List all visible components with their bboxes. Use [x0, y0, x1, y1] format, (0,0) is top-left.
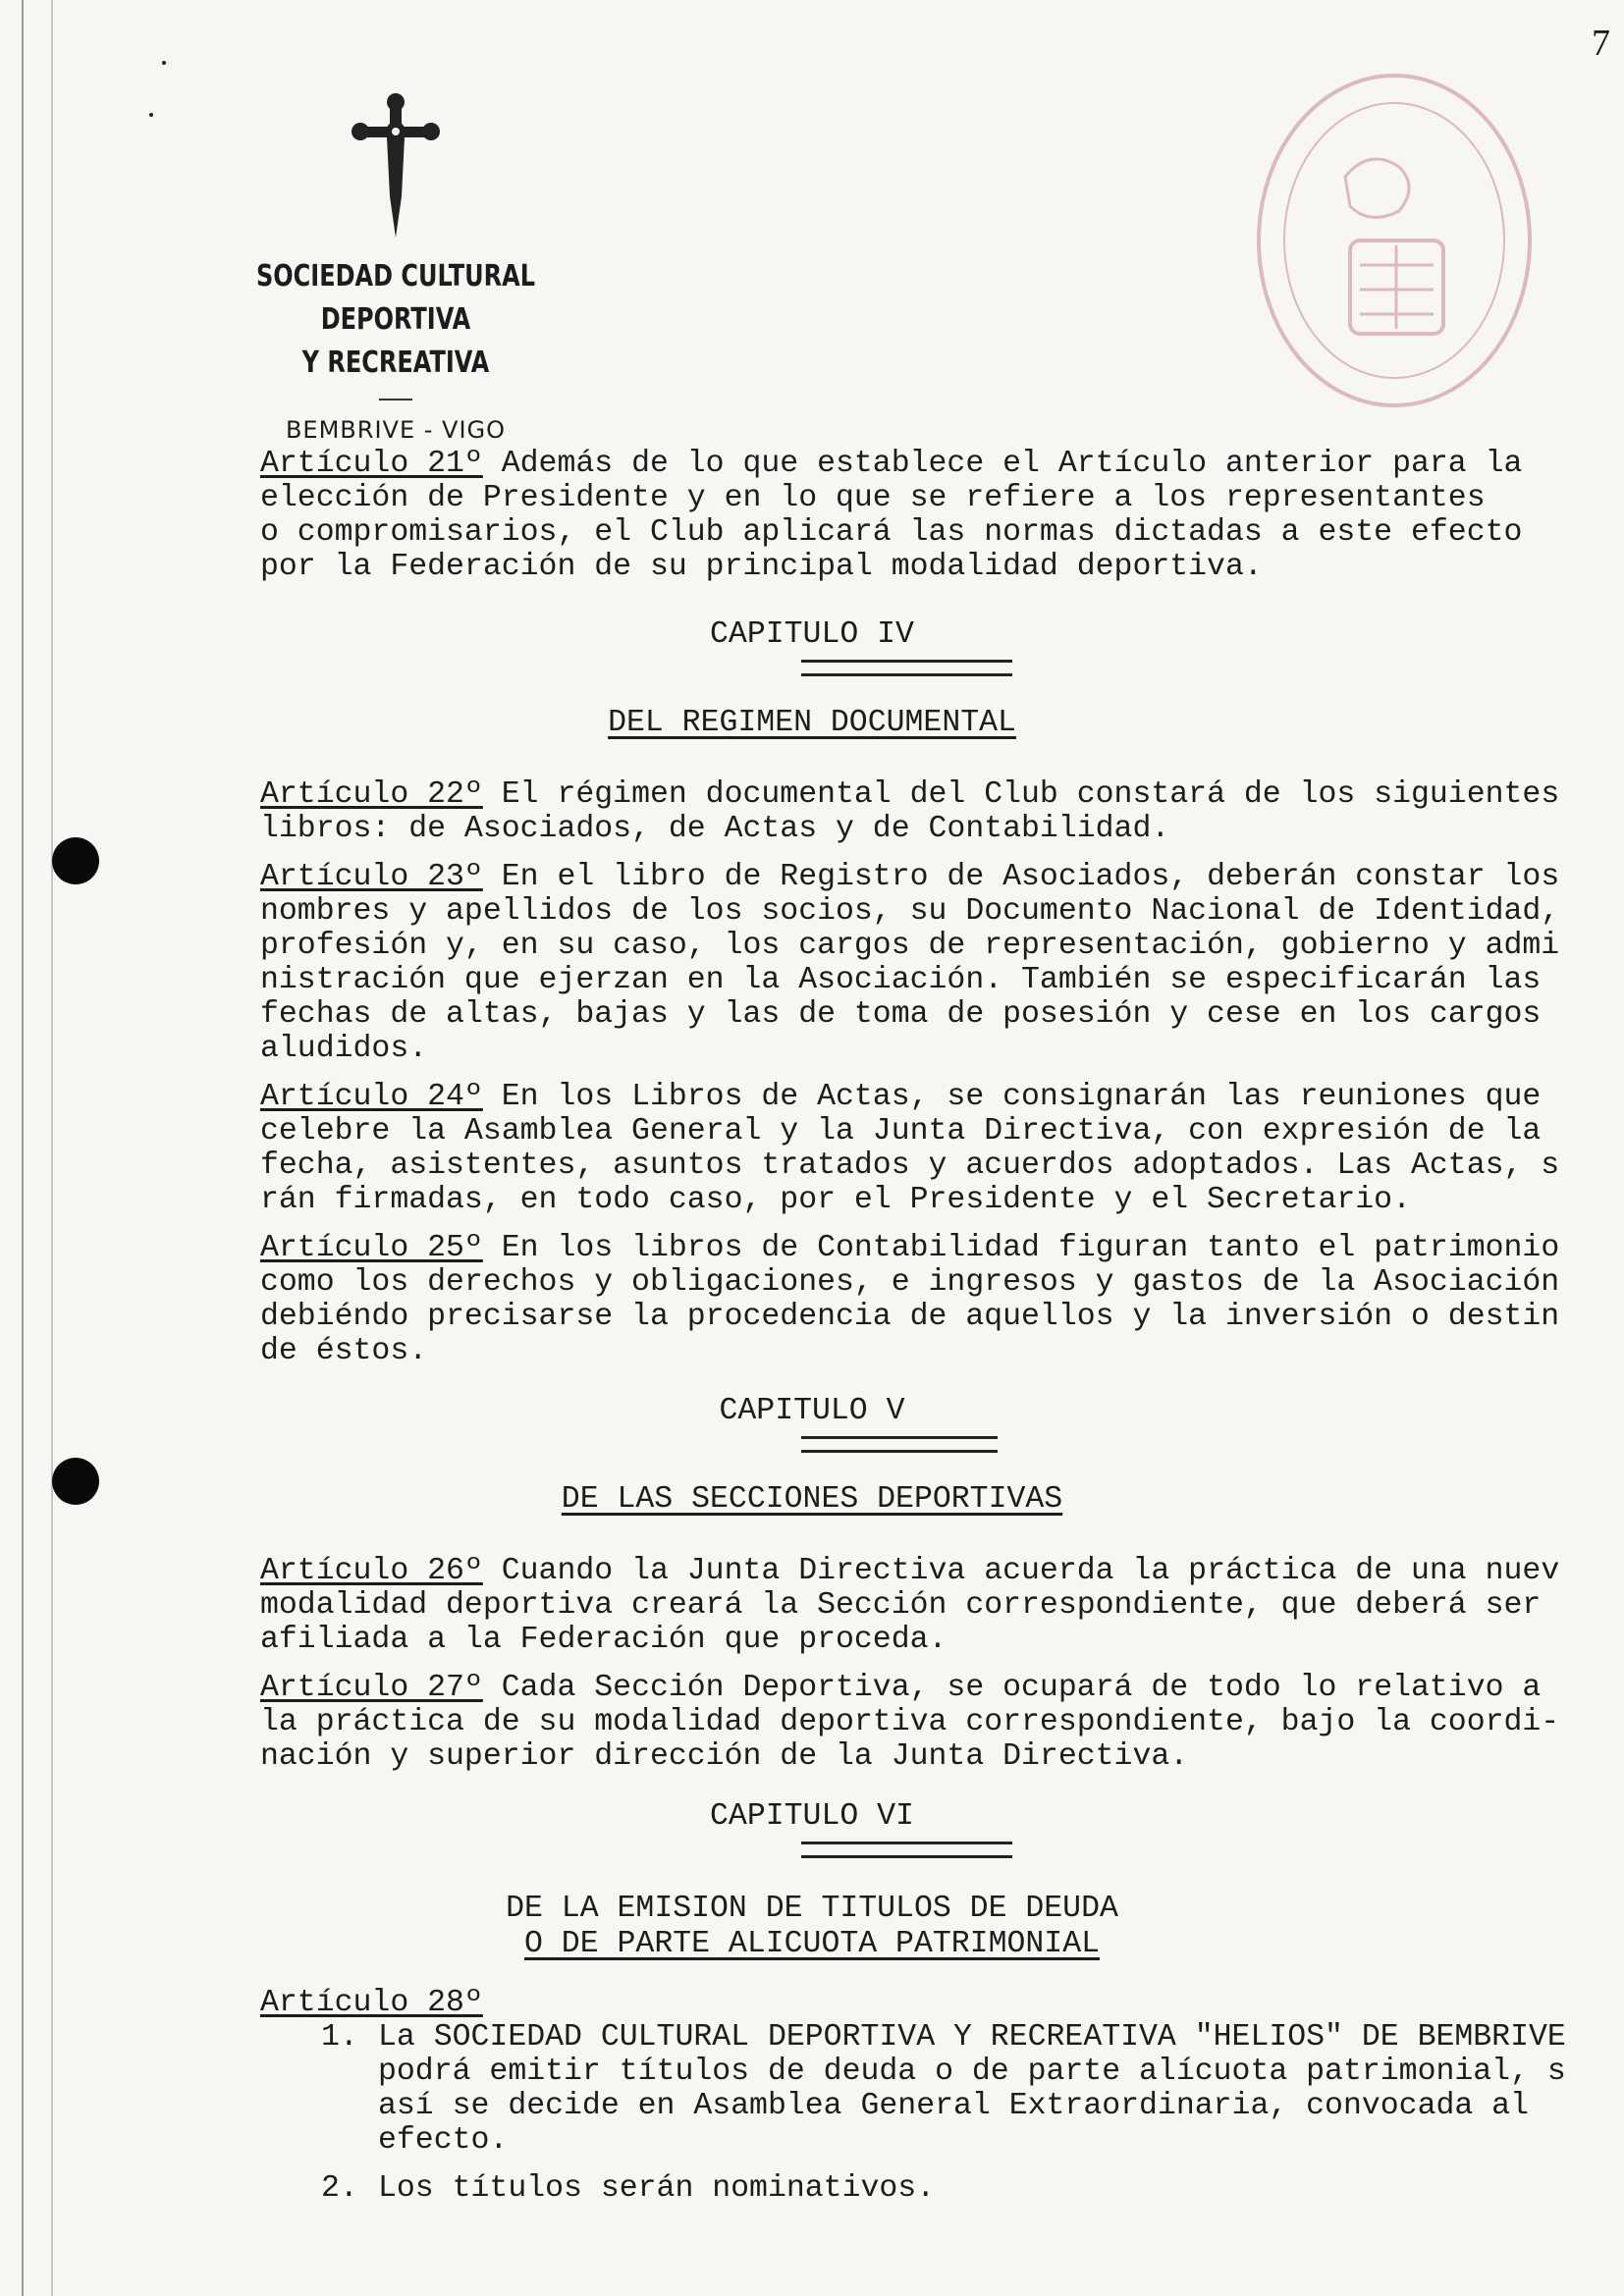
cross-logo-icon	[347, 88, 445, 245]
article-label: Artículo 28º	[260, 1986, 483, 2020]
chapter-subtitle: DEL REGIMEN DOCUMENTAL	[608, 706, 1016, 740]
article-22: Artículo 22º El régimen documental del Club constará de los siguientes libros: de Asociados, de Actas y de Contabilidad.	[260, 777, 1560, 846]
article-label: Artículo 27º	[260, 1671, 483, 1705]
document-body	[260, 447, 1620, 2206]
double-underline	[801, 1842, 1012, 1858]
org-location: BEMBRIVE - VIGO	[285, 416, 507, 444]
article-28	[260, 1986, 1620, 2020]
chapter-title: CAPITULO VI	[710, 1799, 914, 1834]
article-label: Artículo 22º	[260, 777, 483, 812]
article-label: Artículo 23º	[260, 860, 483, 894]
chapter-title: CAPITULO V	[719, 1394, 905, 1428]
double-underline	[801, 660, 1012, 676]
article-25: Artículo 25º En los libros de Contabilidad figuran tanto el patrimonio como los derechos y obligaciones, e ingresos y gastos de la Asociación debiéndo precisarse la procedencia de aquellos y la inversión o destin de éstos.	[260, 1231, 1560, 1368]
article-21: Artículo 21º Además de lo que establece el Artículo anterior para la elección de Presidente y en lo que se refiere a los representantes o compromisarios, el Club aplicará las normas dictadas a este efecto por la Federación de su principal modalidad deportiva.	[260, 447, 1523, 584]
chapter-subtitle: O DE PARTE ALICUOTA PATRIMONIAL	[524, 1927, 1100, 1961]
article-label: Artículo 21º	[260, 447, 483, 481]
punch-hole	[52, 837, 99, 884]
article-label: Artículo 25º	[260, 1231, 483, 1265]
list-number: 2.	[321, 2171, 358, 2206]
chapter-subtitle: DE LAS SECCIONES DEPORTIVAS	[561, 1482, 1063, 1517]
org-name-line2: Y RECREATIVA	[301, 346, 490, 380]
club-stamp-icon	[1252, 69, 1537, 412]
article-26: Artículo 26º Cuando la Junta Directiva acuerda la práctica de una nuev modalidad deportiva creará la Sección correspondiente, que deberá ser afiliada a la Federación que proceda.	[260, 1554, 1560, 1657]
ink-speck	[162, 61, 166, 65]
letterhead	[175, 88, 617, 444]
page-number: 7	[1592, 23, 1610, 64]
ink-speck	[149, 113, 153, 117]
article-label: Artículo 26º	[260, 1554, 483, 1588]
divider	[379, 399, 412, 400]
chapter-title: CAPITULO IV	[710, 617, 914, 652]
double-underline	[801, 1436, 998, 1453]
chapter-subtitle: DE LA EMISION DE TITULOS DE DEUDA	[506, 1892, 1118, 1926]
list-item: 2. Los títulos serán nominativos.	[321, 2171, 936, 2206]
article-27: Artículo 27º Cada Sección Deportiva, se ocupará de todo lo relativo a la práctica de su modalidad deportiva correspondiente, bajo la coordi- nación y superior dirección de la Junta Directiva.	[260, 1671, 1560, 1774]
article-24: Artículo 24º En los Libros de Actas, se consignarán las reuniones que celebre la Asamblea General y la Junta Directiva, con expresión de la fecha, asistentes, asuntos tratados y acuerdos adoptados. Las Actas, s rán firmadas, en todo caso, por el Presidente y el Secretario.	[260, 1080, 1560, 1217]
org-name-line1: SOCIEDAD CULTURAL DEPORTIVA	[255, 259, 536, 337]
article-label: Artículo 24º	[260, 1080, 483, 1114]
article-23: Artículo 23º En el libro de Registro de Asociados, deberán constar los nombres y apellidos de los socios, su Documento Nacional de Identidad, profesión y, en su caso, los cargos de representación, gobierno y admi nistración que ejerzan en la Asociación. También se especificarán las fechas de altas, bajas y las de toma de posesión y cese en los cargos aludidos.	[260, 860, 1560, 1066]
list-item: 1. La SOCIEDAD CULTURAL DEPORTIVA Y RECREATIVA "HELIOS" DE BEMBRIVE podrá emitir títulos de deuda o de parte alícuota patrimonial, s así se decide en Asamblea General Extraordinaria, convocada al efecto.	[321, 2020, 1566, 2158]
list-number: 1.	[321, 2020, 358, 2055]
